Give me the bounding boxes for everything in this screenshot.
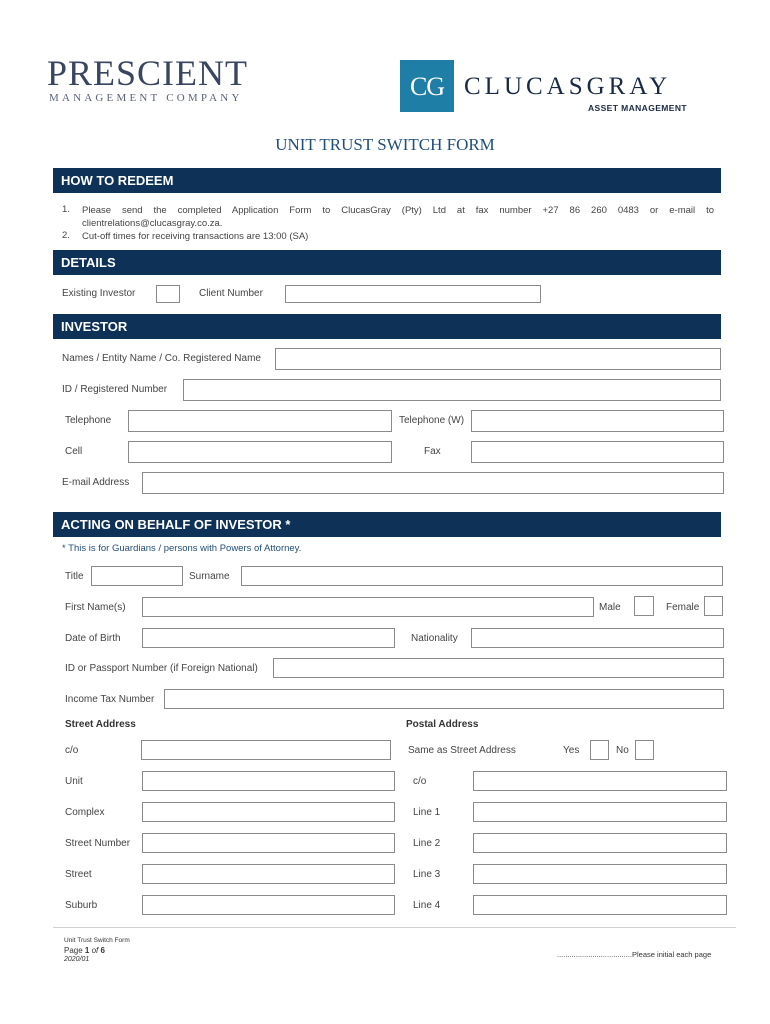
names-field[interactable] [275,348,721,370]
line2-label: Line 2 [413,838,441,849]
acting-note: * This is for Guardians / persons with Powers of Attorney. [62,543,302,554]
street-label: Street [65,869,92,880]
cg-monogram: CG [409,72,445,101]
names-label: Names / Entity Name / Co. Registered Name [62,353,261,364]
telephone-field[interactable] [128,410,392,432]
dob-label: Date of Birth [65,633,121,644]
female-checkbox[interactable] [704,596,723,616]
complex-field[interactable] [142,802,395,822]
unit-field[interactable] [142,771,395,791]
email-field[interactable] [142,472,724,494]
footer-page-number: Page 1 of 6 [64,946,105,955]
unit-label: Unit [65,776,83,787]
id-number-field[interactable] [183,379,721,401]
same-as-street-label: Same as Street Address [408,745,516,756]
instruction-2: Cut-off times for receiving transactions are 13:00 (SA) [82,231,309,242]
section-details: DETAILS [53,250,721,275]
footer-version: 2020/01 [64,956,90,963]
title-label: Title [65,571,84,582]
postal-co-field[interactable] [473,771,727,791]
passport-label: ID or Passport Number (if Foreign National) [65,663,258,674]
male-checkbox[interactable] [634,596,654,616]
line2-field[interactable] [473,833,727,853]
complex-label: Complex [65,807,105,818]
surname-field[interactable] [241,566,723,586]
telephone-work-label: Telephone (W) [399,415,465,426]
dob-field[interactable] [142,628,395,648]
income-tax-label: Income Tax Number [65,694,155,705]
footer-initial-note: ....................................Please initial each page [557,950,712,959]
line4-field[interactable] [473,895,727,915]
telephone-work-field[interactable] [471,410,724,432]
nationality-label: Nationality [411,633,458,644]
yes-label: Yes [563,745,580,756]
clucasgray-logo-mark [400,60,454,112]
postal-co-label: c/o [413,776,427,787]
passport-field[interactable] [273,658,724,678]
line3-label: Line 3 [413,869,441,880]
nationality-field[interactable] [471,628,724,648]
footer-form-name: Unit Trust Switch Form [64,937,130,944]
footer-divider [53,927,736,928]
line1-field[interactable] [473,802,727,822]
list-number: 2. [62,230,70,241]
street-field[interactable] [142,864,395,884]
client-number-field[interactable] [285,285,541,303]
fax-label: Fax [424,446,441,457]
existing-investor-checkbox[interactable] [156,285,180,303]
co-label: c/o [65,745,79,756]
suburb-label: Suburb [65,900,98,911]
form-title: UNIT TRUST SWITCH FORM [275,135,495,154]
clucasgray-logo: CLUCASGRAY [464,73,672,100]
client-number-label: Client Number [199,288,263,299]
street-address-heading: Street Address [65,719,136,730]
same-as-no-checkbox[interactable] [635,740,654,760]
redeem-instructions [62,204,714,243]
fax-field[interactable] [471,441,724,463]
list-number: 1. [62,204,70,215]
cell-field[interactable] [128,441,392,463]
no-label: No [616,745,629,756]
instruction-1-email: clientrelations@clucasgray.co.za. [82,218,223,229]
prescient-logo: PRESCIENT [47,53,249,93]
id-number-label: ID / Registered Number [62,384,168,395]
first-names-field[interactable] [142,597,594,617]
instruction-1: Please send the completed Application Form to ClucasGray (Pty) Ltd at fax number +27 86 260 0483 or e-mail to [82,205,714,216]
postal-address-heading: Postal Address [406,719,479,730]
female-label: Female [666,602,700,613]
suburb-field[interactable] [142,895,395,915]
male-label: Male [599,602,621,613]
clucasgray-logo-subtitle: ASSET MANAGEMENT [588,103,687,113]
email-label: E-mail Address [62,477,130,488]
surname-label: Surname [189,571,230,582]
section-investor: INVESTOR [53,314,721,339]
line3-field[interactable] [473,864,727,884]
section-acting-on-behalf: ACTING ON BEHALF OF INVESTOR * [53,512,721,537]
street-number-label: Street Number [65,838,131,849]
street-number-field[interactable] [142,833,395,853]
section-how-to-redeem: HOW TO REDEEM [53,168,721,193]
line4-label: Line 4 [413,900,441,911]
income-tax-field[interactable] [164,689,724,709]
telephone-label: Telephone [65,415,112,426]
prescient-logo-subtitle: MANAGEMENT COMPANY [49,92,243,104]
co-field[interactable] [141,740,391,760]
cell-label: Cell [65,446,83,457]
first-names-label: First Name(s) [65,602,126,613]
title-field[interactable] [91,566,183,586]
same-as-yes-checkbox[interactable] [590,740,609,760]
line1-label: Line 1 [413,807,441,818]
existing-investor-label: Existing Investor [62,288,136,299]
